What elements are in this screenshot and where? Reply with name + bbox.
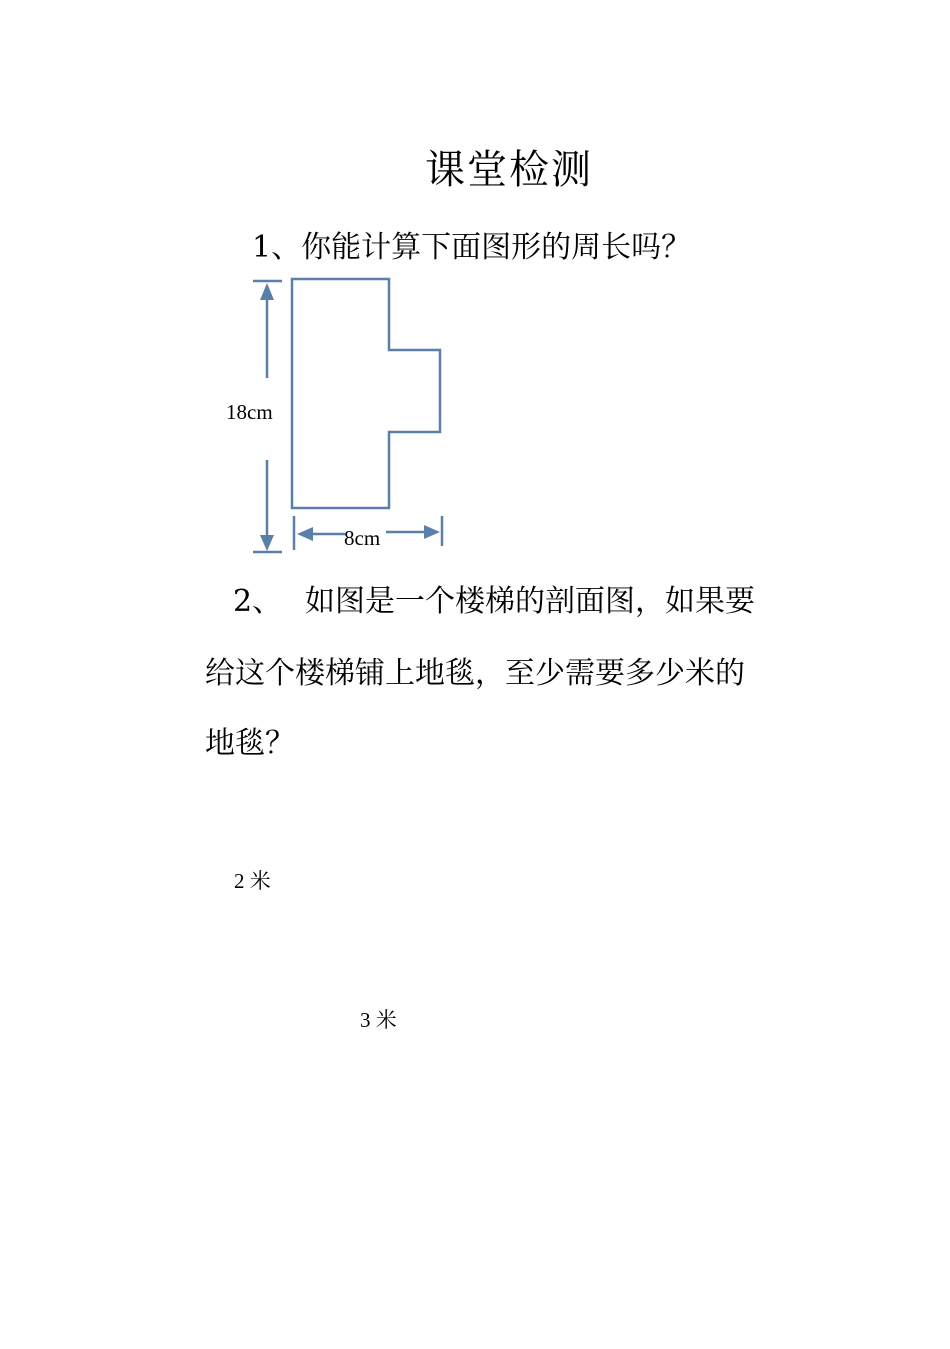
arrow-right-icon <box>424 525 440 539</box>
question-2-line-3: 地毯？ <box>205 726 295 761</box>
page-title: 课堂检测 <box>425 147 593 193</box>
stair-height-label: 2 米 <box>234 869 271 893</box>
question-2-number: 2、 <box>233 584 283 619</box>
arrow-left-icon <box>297 527 313 541</box>
stair-width-label: 3 米 <box>360 1008 397 1032</box>
question-2-line-1: 如图是一个楼梯的剖面图，如果要 <box>305 584 755 619</box>
shape-outline <box>292 279 440 508</box>
height-label: 18cm <box>226 400 273 424</box>
width-label: 8cm <box>344 526 381 550</box>
question-2-line-2: 给这个楼梯铺上地毯，至少需要多少米的 <box>205 656 745 691</box>
question-1-text: 1、你能计算下面图形的周长吗？ <box>252 230 692 265</box>
arrow-up-icon <box>260 283 274 300</box>
arrow-down-icon <box>260 535 274 551</box>
